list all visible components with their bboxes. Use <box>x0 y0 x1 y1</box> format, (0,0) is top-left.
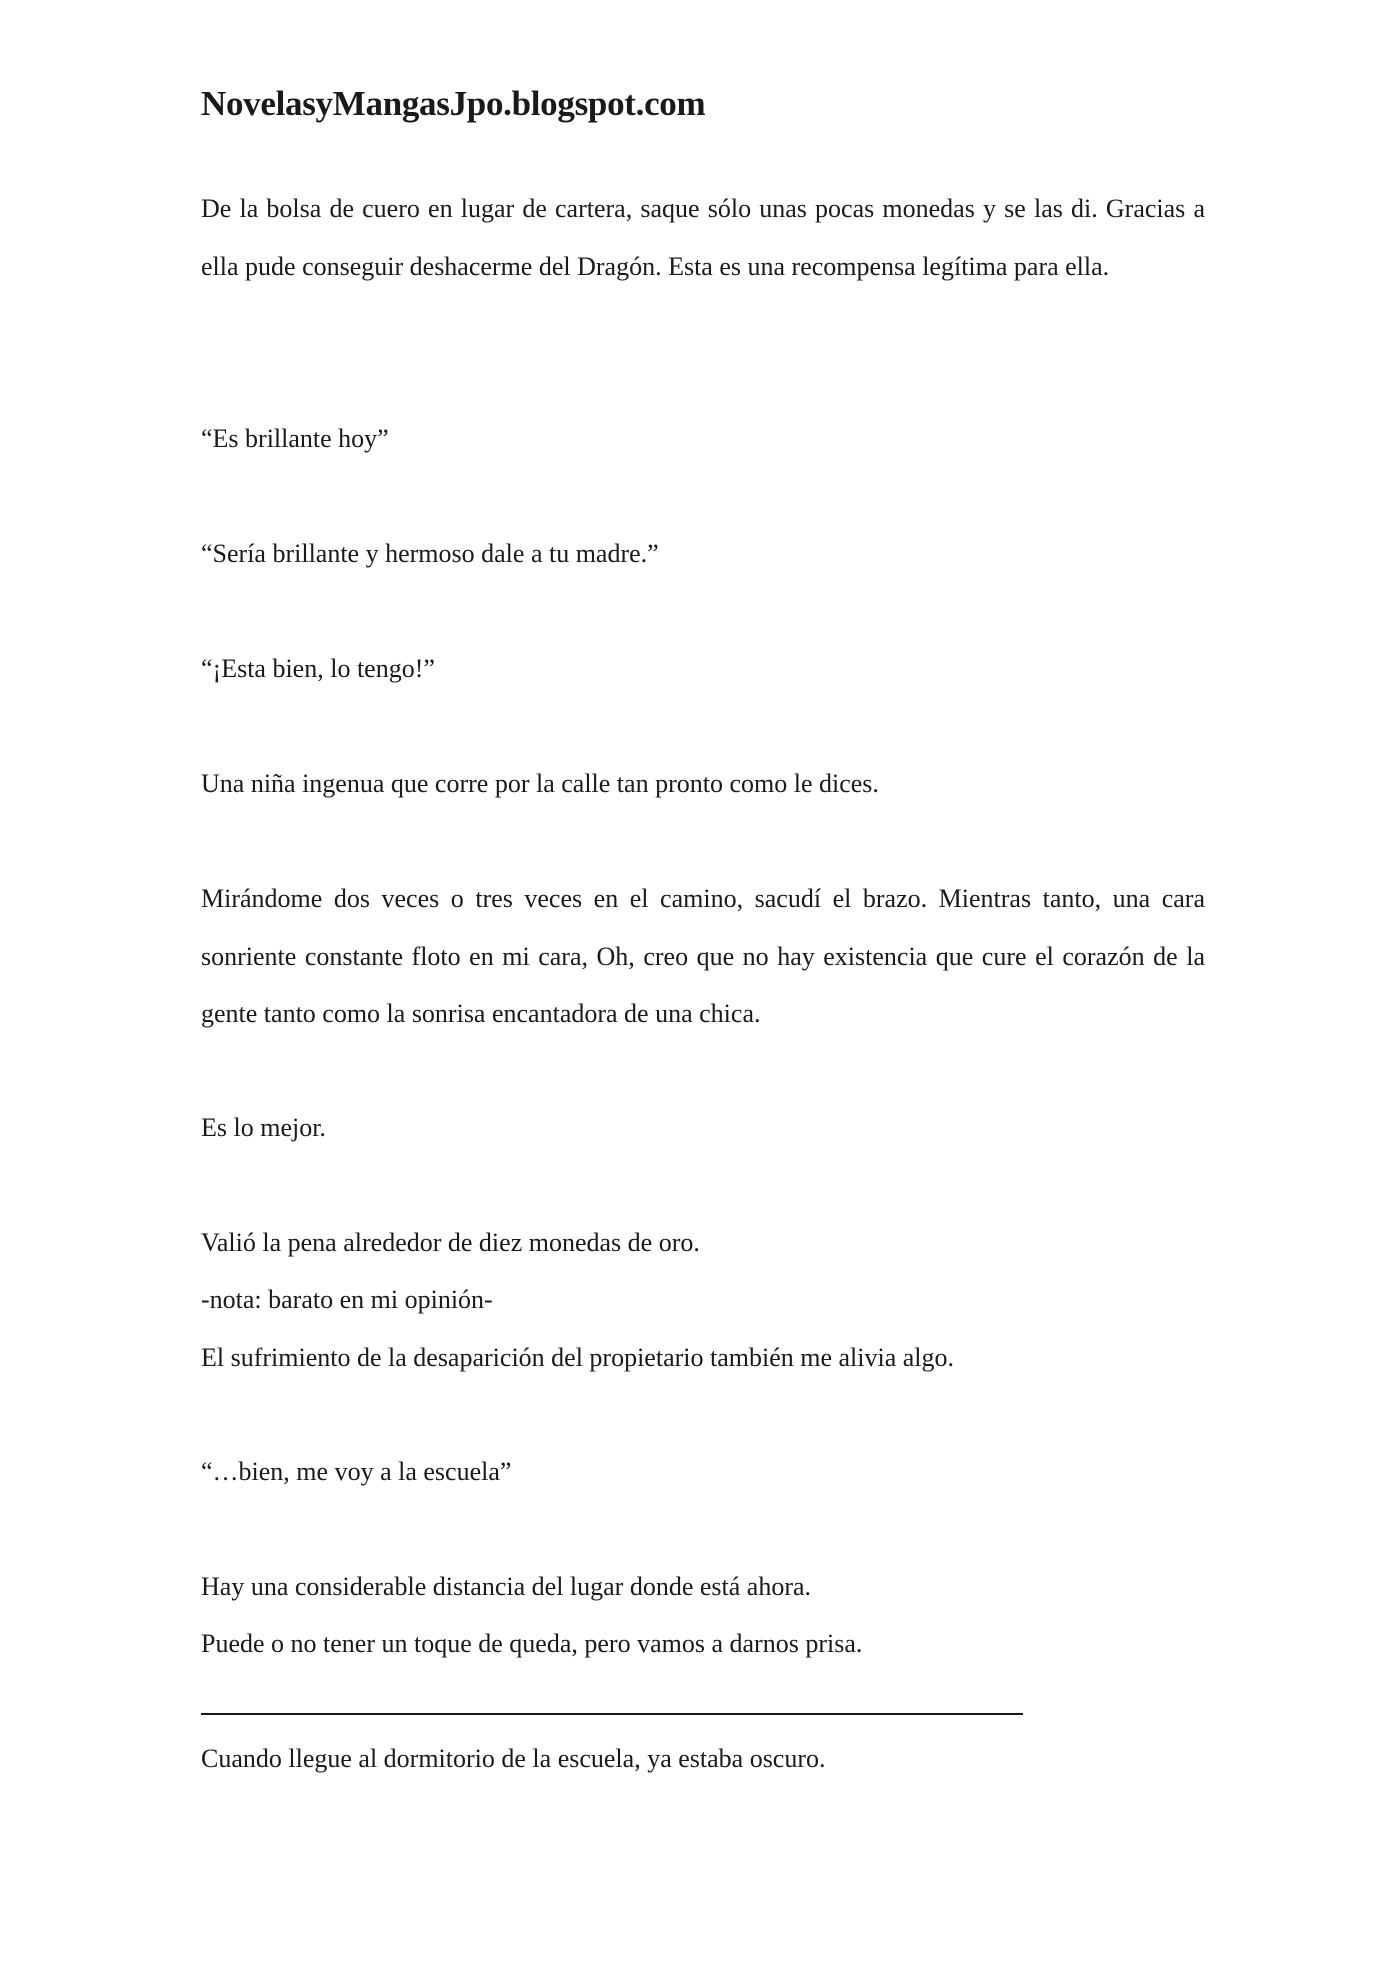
line-nota: -nota: barato en mi opinión- <box>201 1285 493 1314</box>
line-monedas: Valió la pena alrededor de diez monedas de oro. <box>201 1228 700 1257</box>
paragraph-bolsa: De la bolsa de cuero en lugar de cartera, saque sólo unas pocas monedas y se las di. Gracias a ella pude conseguir deshacerme del Dragón. Esta es una recompensa legítima para ella. <box>201 194 1205 281</box>
site-header: NovelasyMangasJpo.blogspot.com <box>201 84 706 123</box>
line-sufrimiento: El sufrimiento de la desaparición del propietario también me alivia algo. <box>201 1343 955 1372</box>
line-distancia: Hay una considerable distancia del lugar donde está ahora. <box>201 1572 812 1601</box>
paragraph-mirandome: Mirándome dos veces o tres veces en el camino, sacudí el brazo. Mientras tanto, una cara sonriente constante floto en mi cara, Oh, creo que no hay existencia que cure el corazón de la gente tanto como la sonrisa encantadora de una chica. <box>201 884 1205 1028</box>
dialogue-madre: “Sería brillante y hermoso dale a tu madre.” <box>201 539 659 568</box>
dialogue-lo-tengo: “¡Esta bien, lo tengo!” <box>201 654 435 683</box>
paragraph-dormitorio: Cuando llegue al dormitorio de la escuela, ya estaba oscuro. <box>201 1744 826 1773</box>
section-divider <box>201 1713 1023 1715</box>
dialogue-escuela: “…bien, me voy a la escuela” <box>201 1457 512 1486</box>
line-toque-de-queda: Puede o no tener un toque de queda, pero vamos a darnos prisa. <box>201 1629 863 1658</box>
paragraph-nina: Una niña ingenua que corre por la calle tan pronto como le dices. <box>201 769 879 798</box>
paragraph-lo-mejor: Es lo mejor. <box>201 1113 326 1142</box>
dialogue-brillante: “Es brillante hoy” <box>201 424 389 453</box>
